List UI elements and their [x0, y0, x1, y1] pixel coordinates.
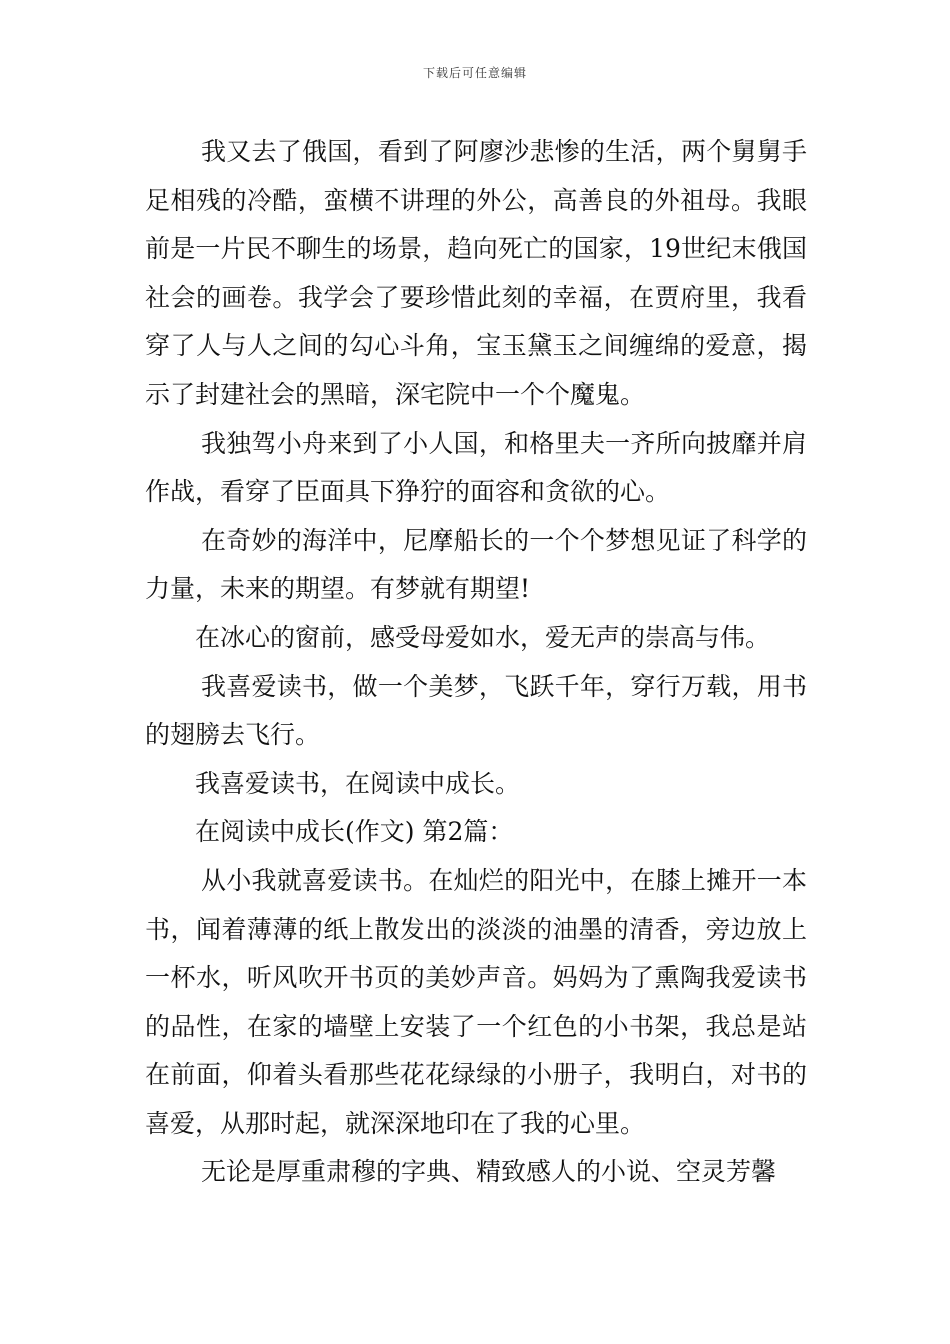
document-body — [145, 128, 807, 1197]
paragraph-books: 无论是厚重肃穆的字典、精致感人的小说、空灵芳馨 — [201, 1157, 777, 1187]
paragraph-russia: 我又去了俄国，看到了阿廖沙悲惨的生活，两个舅舅手足相残的冷酷，蛮横不讲理的外公，高善良的外祖母。我眼前是一片民不聊生的场景，趋向死亡的国家，19世纪末俄国社会的画卷。我学会了要珍惜此刻的幸福，在贾府里，我看穿了人与人之间的勾心斗角，宝玉黛玉之间缠绵的爱意，揭示了封建社会的黑暗，深宅院中一个个魔鬼。 — [145, 137, 807, 409]
paragraph-lilliput: 我独驾小舟来到了小人国，和格里夫一齐所向披靡并肩作战，看穿了臣面具下狰狞的面容和贪欲的心。 — [145, 428, 807, 507]
paragraph-childhood: 从小我就喜爱读书。在灿烂的阳光中，在膝上摊开一本书，闻着薄薄的纸上散发出的淡淡的油墨的清香，旁边放上一杯水，听风吹开书页的美妙声音。妈妈为了熏陶我爱读书的品性，在家的墙壁上安装了一个红色的小书架，我总是站在前面，仰着头看那些花花绿绿的小册子，我明白，对书的喜爱，从那时起，就深深地印在了我的心里。 — [145, 865, 807, 1138]
paragraph-bingxin: 在冰心的窗前，感受母爱如水，爱无声的崇高与伟。 — [195, 622, 771, 652]
section-title: 在阅读中成长(作文) 第2篇： — [195, 817, 514, 847]
paragraph-dream: 我喜爱读书，做一个美梦，飞跃千年，穿行万载，用书的翅膀去飞行。 — [145, 671, 807, 750]
page-header: 下载后可任意编辑 — [422, 66, 527, 80]
paragraph-ocean: 在奇妙的海洋中，尼摩船长的一个个梦想见证了科学的力量，未来的期望。有梦就有期望! — [145, 525, 807, 604]
paragraph-growth: 我喜爱读书，在阅读中成长。 — [195, 768, 521, 798]
